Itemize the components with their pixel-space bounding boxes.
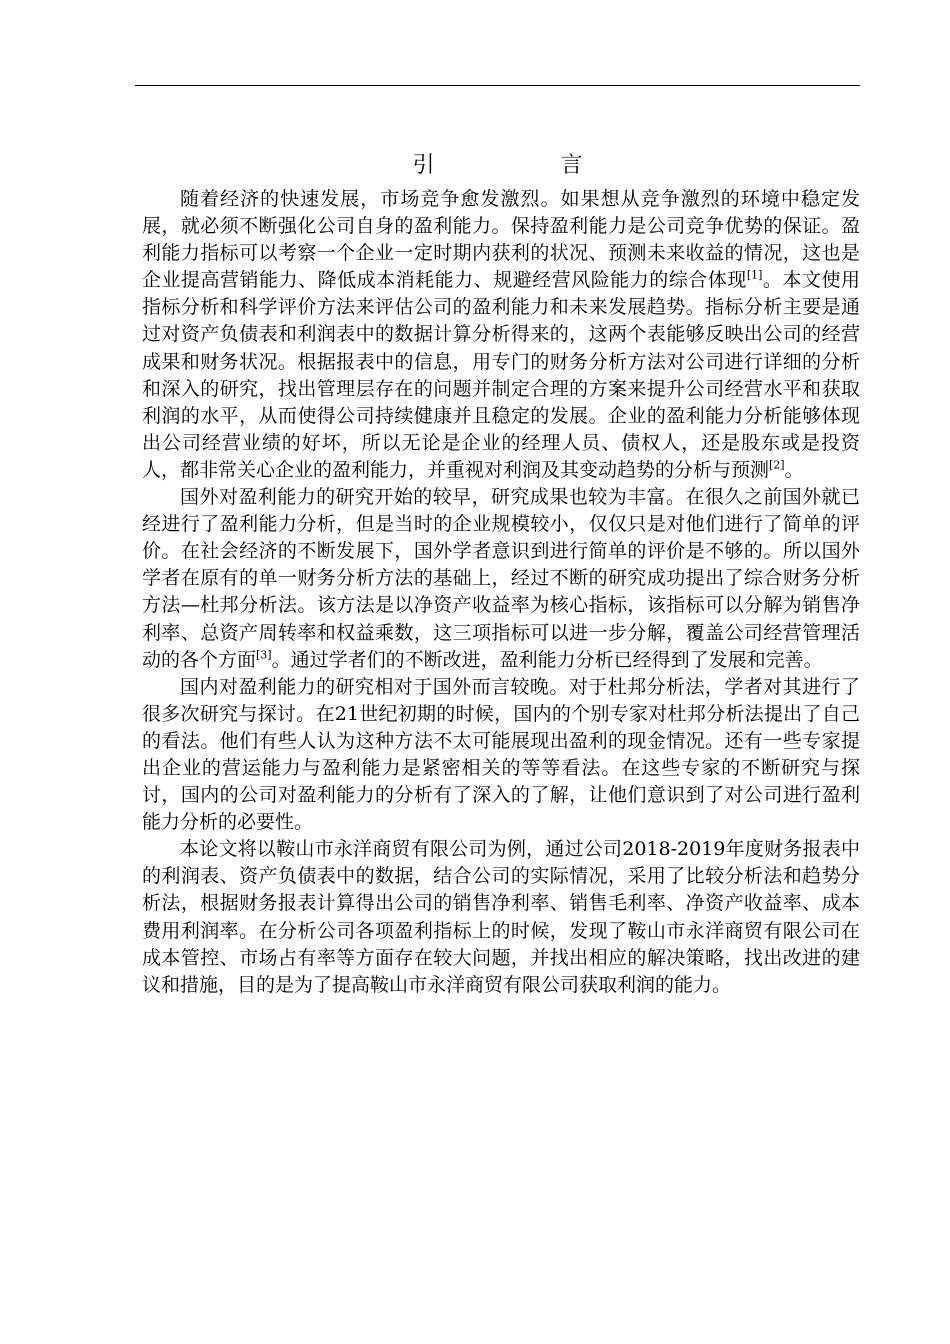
- paragraph-text: 随着经济的快速发展，市场竞争愈发激烈。如果想从竞争激烈的环境中稳定发展，就必须不断强化公司自身的盈利能力。保持盈利能力是公司竞争优势的保证。盈利能力指标可以考察一个企业一定时期内获利的状况、预测未来收益的情况，这也是企业提高营销能力、降低成本消耗能力、规避经营风险能力的综合体现: [142, 188, 860, 292]
- header-rule: [135, 85, 860, 86]
- page-title: 引 言: [412, 153, 635, 178]
- paragraph-3: [142, 674, 860, 837]
- citation-3[interactable]: [3]: [256, 648, 272, 662]
- paragraph-2: [142, 484, 860, 674]
- paragraph-text: 。通过学者们的不断改进，盈利能力分析已经得到了发展和完善。: [271, 648, 823, 671]
- paragraph-text: 。: [784, 458, 804, 481]
- paragraph-text: 本论文将以鞍山市永洋商贸有限公司为例，通过公司2018-2019年度财务报表中的利润表、资产负债表中的数据，结合公司的实际情况，采用了比较分析法和趋势分析法，根据财务报表计算得出公司的销售净利率、销售毛利率、净资产收益率、成本费用利润率。在分析公司各项盈利指标上的时候，发现了鞍山市永洋商贸有限公司在成本管控、市场占有率等方面存在较大问题，并找出相应的解决策略，找出改进的建议和措施，目的是为了提高鞍山市永洋商贸有限公司获取利润的能力。: [142, 838, 860, 996]
- body-text: [142, 186, 860, 999]
- paragraph-text: 国内对盈利能力的研究相对于国外而言较晚。对于杜邦分析法，学者对其进行了很多次研究与探讨。在21世纪初期的时候，国内的个别专家对杜邦分析法提出了自己的看法。他们有些人认为这种方法不太可能展现出盈利的现金情况。还有一些专家提出企业的营运能力与盈利能力是紧密相关的等等看法。在这些专家的不断研究与探讨，国内的公司对盈利能力的分析有了深入的了解，让他们意识到了对公司进行盈利能力分析的必要性。: [142, 675, 860, 834]
- paragraph-4: [142, 836, 860, 999]
- paragraph-text: 国外对盈利能力的研究开始的较早，研究成果也较为丰富。在很久之前国外就已经进行了盈利能力分析，但是当时的企业规模较小，仅仅只是对他们进行了简单的评价。在社会经济的不断发展下，国外学者意识到进行简单的评价是不够的。所以国外学者在原有的单一财务分析方法的基础上，经过不断的研究成功提出了综合财务分析方法—杜邦分析法。该方法是以净资产收益率为核心指标，该指标可以分解为销售净利率、总资产周转率和权益乘数，这三项指标可以进一步分解，覆盖公司经营管理活动的各个方面: [142, 486, 860, 671]
- paragraph-1: [142, 186, 860, 484]
- citation-2[interactable]: [2]: [769, 458, 785, 472]
- citation-1[interactable]: [1]: [746, 268, 763, 282]
- paragraph-text: 。本文使用指标分析和科学评价方法来评估公司的盈利能力和未来发展趋势。指标分析主要是通过对资产负债表和利润表中的数据计算分析得来的，这两个表能够反映出公司的经营成果和财务状况。根据报表中的信息，用专门的财务分析方法对公司进行详细的分析和深入的研究，找出管理层存在的问题并制定合理的方案来提升公司经营水平和获取利润的水平，从而使得公司持续健康并且稳定的发展。企业的盈利能力分析能够体现出公司经营业绩的好坏，所以无论是企业的经理人员、债权人，还是股东或是投资人，都非常关心企业的盈利能力，并重视对利润及其变动趋势的分析与预测: [142, 269, 860, 481]
